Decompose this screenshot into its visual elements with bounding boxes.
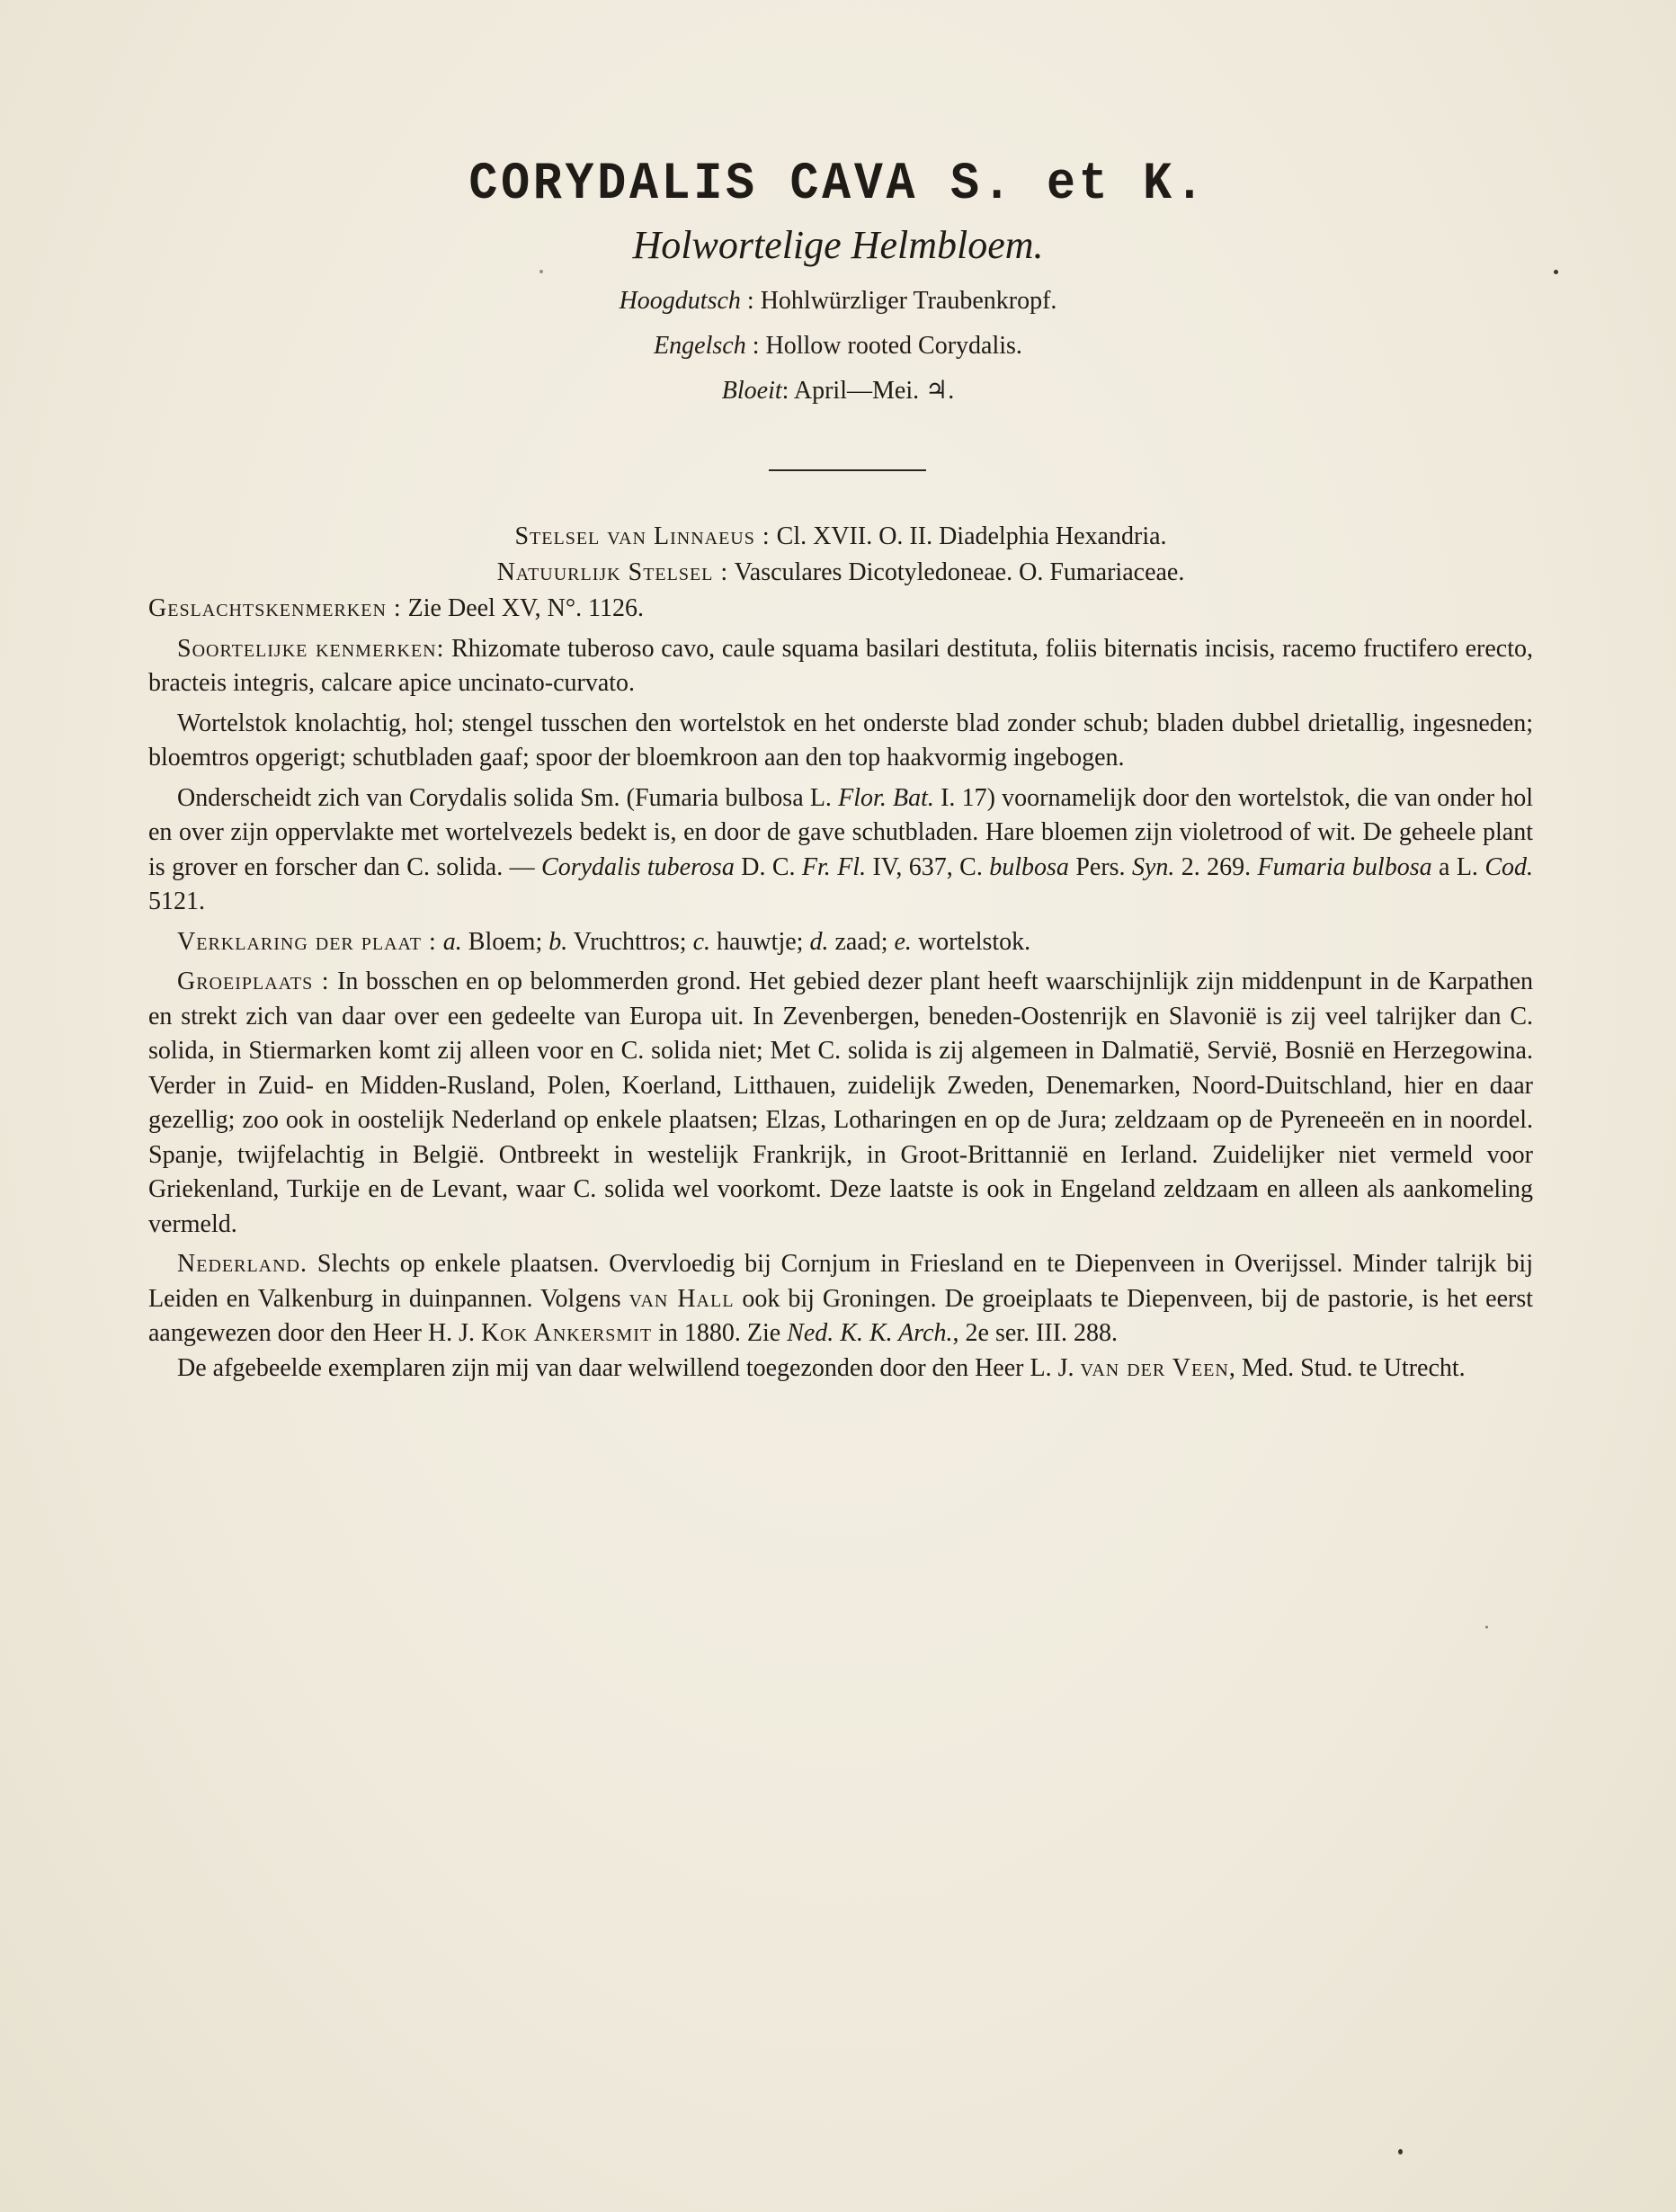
common-names [0,279,1676,414]
flowering-time: Bloeit: April—Mei. ♃. [721,377,955,405]
paper-speck [1554,270,1558,274]
netherlands-paragraph: Nederland. Slechts op enkele plaatsen. Overvloedig bij Cornjum in Friesland en te Diepenveen in Overijssel. Minder talrijk bij Leiden en Valkenburg in duinpannen. Volgens van Hall ook bij Groningen. De groeiplaats te Diepenveen, bij de pastorie, is het eerst aangewezen door den Heer H. J. Kok Ankersmit in 1880. Zie Ned. K. K. Arch., 2e ser. III. 288. [148,1250,1533,1347]
genus-characters: Geslachtskenmerken : Zie Deel XV, N°. 1126. [148,594,645,622]
distinguishing-paragraph: Onderscheidt zich van Corydalis solida Sm. (Fumaria bulbosa L. Flor. Bat. I. 17) voornamelijk door den wortelstok, die van onder hol en over zijn oppervlakte met wortelvezels bedekt is, en door de gave schutbladen. Hare bloemen zijn violetrood of wit. De geheele plant is grover en forscher dan C. solida. — Corydalis tuberosa D. C. Fr. Fl. IV, 637, C. bulbosa Pers. Syn. 2. 269. Fumaria bulbosa a L. Cod. 5121. [148,783,1534,915]
title-block [0,153,1676,414]
species-characters-dutch: Wortelstok knolachtig, hol; stengel tusschen den wortelstok en het onderste blad zonder schub; bladen dubbel drietallig, ingesneden; bloemtros opgerigt; schutbladen gaaf; spoor der bloemkroon aan den top haakvormig ingebogen. [148,709,1533,772]
document-body [148,520,1533,1386]
linnaeus-system: Stelsel van Linnaeus : Cl. XVII. O. II. Diadelphia Hexandria. [514,522,1167,550]
plate-explanation: Verklaring der plaat : a. Bloem; b. Vruchttros; c. hauwtje; d. zaad; e. wortelstok. [177,927,1031,956]
paper-speck [539,270,543,273]
page-title: CORYDALIS CAVA S. et K. [468,156,1208,214]
dutch-name: Holwortelige Helmbloem. [632,223,1044,267]
specimens-paragraph: De afgebeelde exemplaren zijn mij van daar welwillend toegezonden door den Heer L. J. van der Veen, Med. Stud. te Utrecht. [177,1353,1466,1382]
divider-rule [769,469,926,471]
name-english: Engelsch : Hollow rooted Corydalis. [654,332,1022,360]
species-characters-latin: Soortelijke kenmerken: Rhizomate tuberoso cavo, caule squama basilari destituta, foliis biternatis incisis, racemo fructifero erecto, bracteis integris, calcare apice uncinato-curvato. [148,634,1533,697]
habitat-paragraph: Groeiplaats : In bosschen en op belommerden grond. Het gebied dezer plant heeft waarschijnlijk zijn middenpunt in de Karpathen en strekt zich van daar over een gedeelte van Europa uit. In Zevenbergen, beneden-Oostenrijk en Slavonië is zij veel talrijker dan C. solida, in Stiermarken komt zij alleen voor en C. solida niet; Met C. solida is zij algemeen in Dalmatië, Servië, Bosnië en Herzegowina. Verder in Zuid- en Midden-Rusland, Polen, Koerland, Litthauen, zuidelijk Zweden, Denemarken, Noord-Duitschland, hier en daar gezellig; zoo ook in oostelijk Nederland op enkele plaatsen; Elzas, Lotharingen en op de Jura; zeldzaam op de Pyreneeën en in noordel. Spanje, twijfelachtig in België. Ontbreekt in westelijk Frankrijk, in Groot-Brittannië en Ierland. Zuidelijker niet vermeld voor Griekenland, Turkije en de Levant, waar C. solida wel voorkomt. Deze laatste is ook in Engeland zeldzaam en alleen als aankomeling vermeld. [148,968,1533,1238]
natural-system: Natuurlijk Stelsel : Vasculares Dicotyledoneae. O. Fumariaceae. [496,557,1185,586]
paper-speck [1485,1626,1488,1628]
paper-speck [1398,2149,1403,2154]
name-german: Hoogdutsch : Hohlwürzliger Traubenkropf. [619,287,1057,315]
